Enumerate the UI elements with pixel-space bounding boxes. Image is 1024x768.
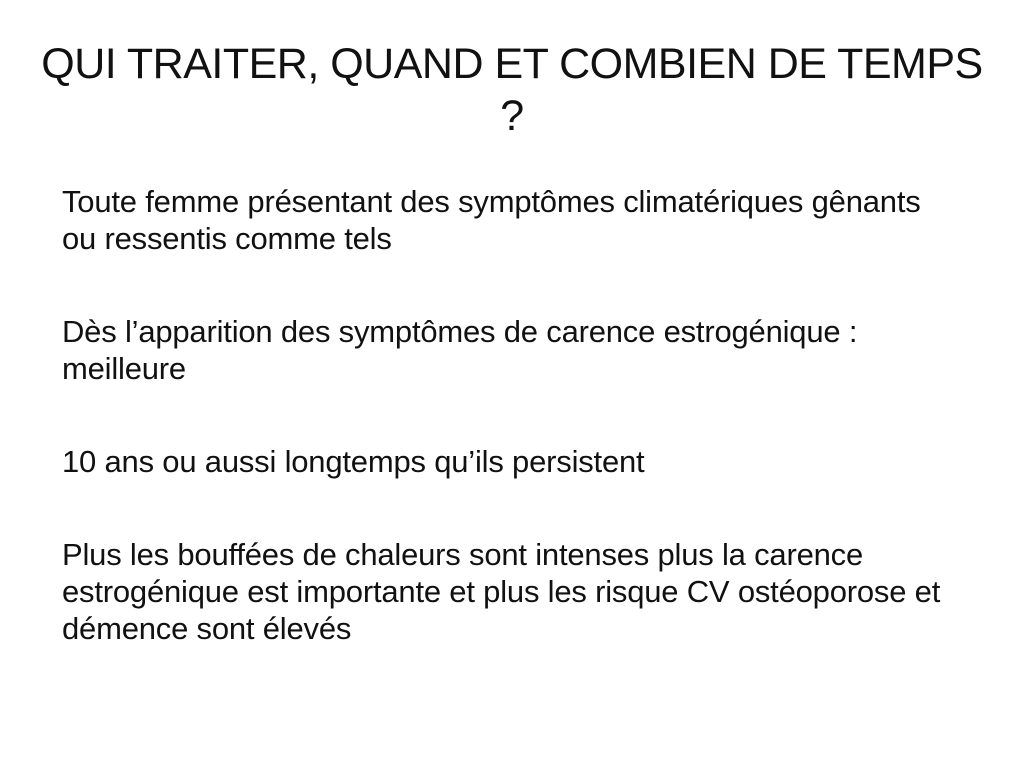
paragraph-when-to-treat: Dès l’apparition des symptômes de carence estrogénique : meilleure [62, 314, 858, 386]
paragraph-duration: 10 ans ou aussi longtemps qu’ils persistent [62, 444, 645, 479]
paragraph-who-to-treat: Toute femme présentant des symptômes climatériques gênants ou ressentis comme tels [62, 184, 921, 256]
paragraph-risk-note: Plus les bouffées de chaleurs sont intenses plus la carence estrogénique est importante et plus les risque CV ostéoporose et démence sont élevés [62, 537, 941, 646]
slide-title: QUI TRAITER, QUAND ET COMBIEN DE TEMPS ? [41, 40, 983, 140]
slide-body [62, 183, 962, 647]
